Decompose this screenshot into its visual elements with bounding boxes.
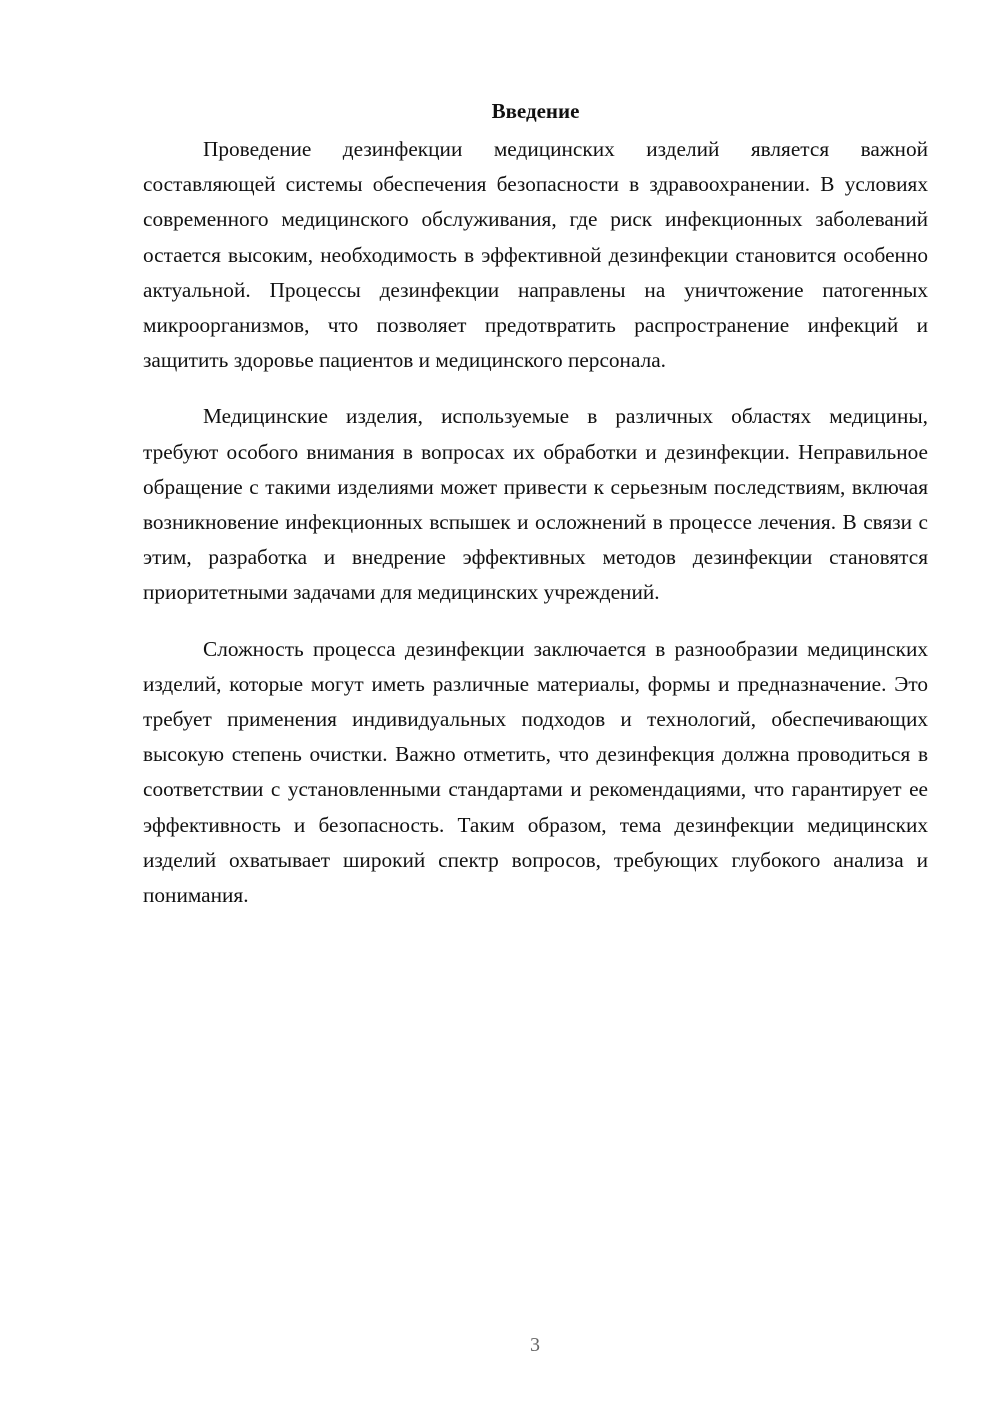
paragraph-1: Проведение дезинфекции медицинских изделий является важной составляющей системы обеспечения безопасности в здравоохранении. В условиях современного медицинского обслуживания, где риск инфекционных заболеваний остается высоким, необходимость в эффективной дезинфекции становится особенно актуальной. Процессы дезинфекции направлены на уничтожение патогенных микроорганизмов, что позволяет предотвратить распространение инфекций и защитить здоровье пациентов и медицинского персонала. xyxy=(143,137,928,373)
page-content xyxy=(143,96,928,934)
paragraph-2: Медицинские изделия, используемые в различных областях медицины, требуют особого внимания в вопросах их обработки и дезинфекции. Неправильное обращение с такими изделиями может привести к серьезным последствиям, включая возникновение инфекционных вспышек и осложнений в процессе лечения. В связи с этим, разработка и внедрение эффективных методов дезинфекции становятся приоритетными задачами для медицинских учреждений. xyxy=(143,404,928,605)
page-number: 3 xyxy=(530,1334,540,1356)
paragraph-3: Сложность процесса дезинфекции заключается в разнообразии медицинских изделий, которые могут иметь различные материалы, формы и предназначение. Это требует применения индивидуальных подходов и технологий, обеспечивающих высокую степень очистки. Важно отметить, что дезинфекция должна проводиться в соответствии с установленными стандартами и рекомендациями, что гарантирует ее эффективность и безопасность. Таким образом, тема дезинфекции медицинских изделий охватывает широкий спектр вопросов, требующих глубокого анализа и понимания. xyxy=(143,636,928,908)
section-heading: Введение xyxy=(491,99,580,123)
